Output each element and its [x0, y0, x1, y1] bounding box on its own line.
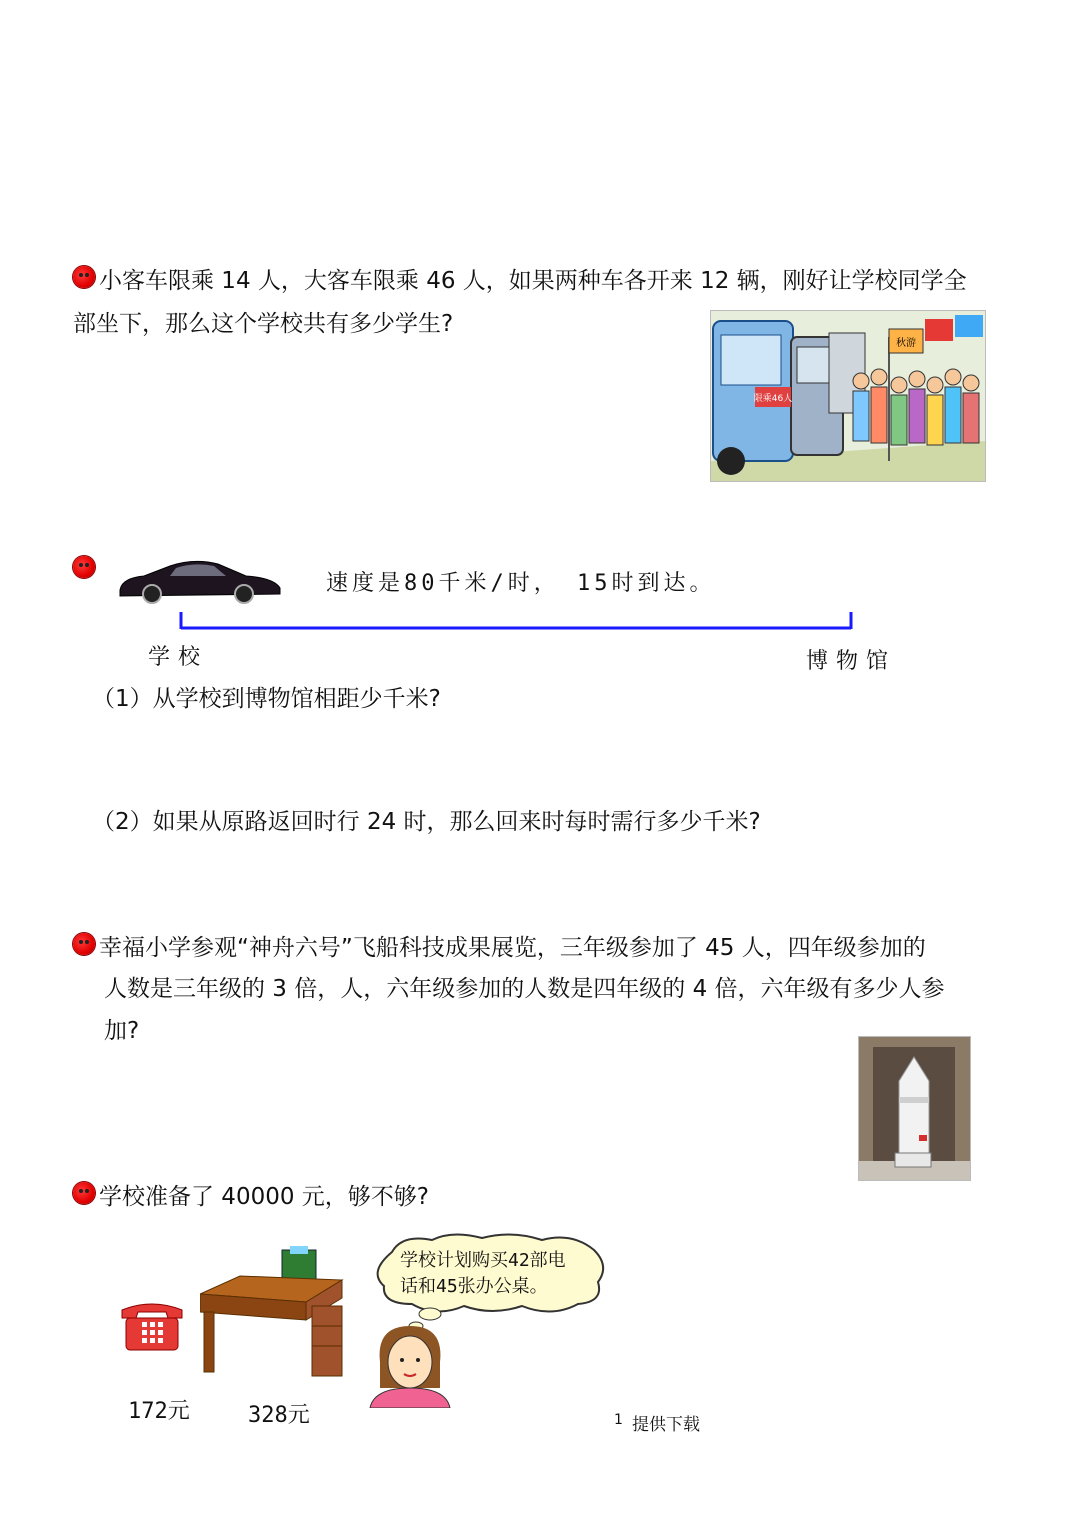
teacher-illustration	[366, 1322, 454, 1408]
desk-price: 328元	[248, 1403, 310, 1428]
q1-line-2: 部坐下，那么这个学校共有多少学生?	[73, 311, 454, 337]
thought-line-1: 学校计划购买42部电	[400, 1250, 566, 1271]
q3-line-3: 加?	[104, 1018, 140, 1044]
q3-line-1: 幸福小学参观“神舟六号”飞船科技成果展览，三年级参加了 45 人，四年级参加的	[99, 935, 926, 961]
q1-line-1: 小客车限乘 14 人，大客车限乘 46 人，如果两种车各开来 12 辆，刚好让学校同学全	[99, 268, 967, 294]
q4-question: 学校准备了 40000 元，够不够?	[99, 1184, 429, 1210]
red-bullet-icon	[73, 556, 95, 578]
spacecraft-photo	[858, 1036, 971, 1181]
speed-note: 速度是80千米/时， 15时到达。	[326, 571, 716, 596]
thought-line-2: 话和45张办公桌。	[400, 1276, 548, 1297]
q2-sub-question-1: （1）从学校到博物馆相距少千米?	[92, 686, 441, 712]
desk-illustration	[200, 1246, 346, 1380]
end-label-museum: 博物馆	[806, 649, 897, 674]
q2-sub-question-2: （2）如果从原路返回时行 24 时，那么回来时每时需行多少千米?	[92, 809, 761, 835]
q3-line-2: 人数是三年级的 3 倍，人，六年级参加的人数是四年级的 4 倍，六年级有多少人参	[104, 976, 945, 1002]
flag-text: 秋游	[896, 338, 916, 349]
start-label-school: 学校	[148, 645, 209, 670]
car-illustration	[114, 556, 284, 606]
red-bullet-icon	[73, 1182, 95, 1204]
red-bullet-icon	[73, 266, 95, 288]
red-bullet-icon	[73, 933, 95, 955]
bus-sign-text: 限乘46人	[753, 394, 793, 404]
footer-text: 提供下载	[632, 1415, 700, 1435]
bus-trip-illustration	[710, 310, 986, 482]
telephone-icon	[116, 1300, 188, 1352]
route-line	[178, 610, 854, 632]
footer-page-number: 1	[614, 1412, 623, 1428]
phone-price: 172元	[128, 1399, 190, 1424]
